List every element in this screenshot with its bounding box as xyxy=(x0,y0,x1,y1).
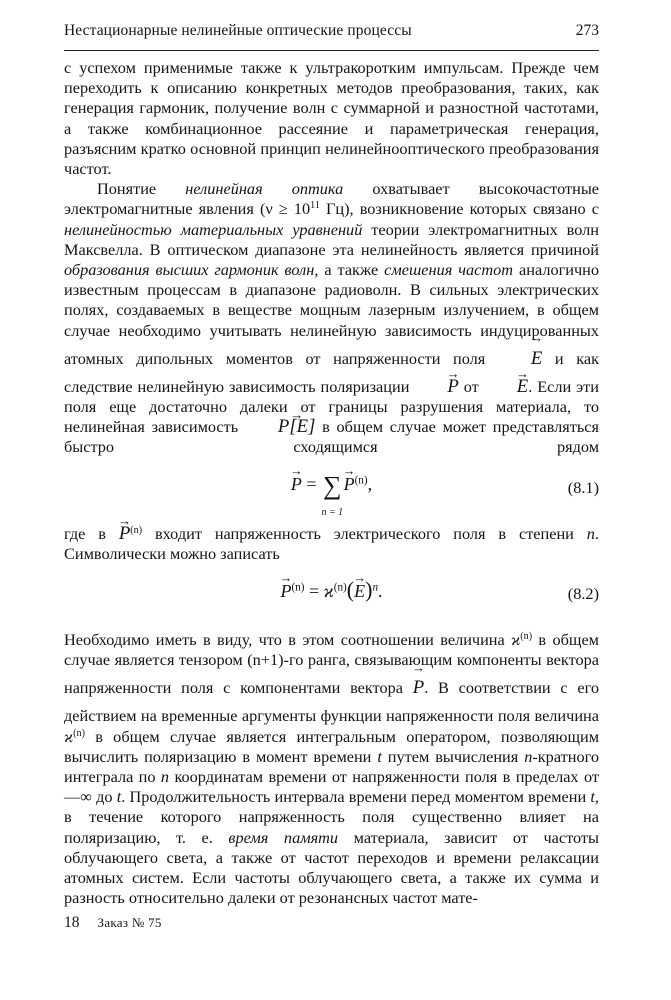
equation-8-1: → P = ∑ n = 1 → $P^{(n)}$, (8.1) xyxy=(64,458,599,524)
running-title: Нестационарные нелинейные оптические процессы xyxy=(64,22,412,39)
text-body xyxy=(64,58,599,909)
vector-e: → E xyxy=(498,341,542,377)
paragraph-4: Необходимо иметь в виду, что в этом соотношении величина $ϰ^{(n)}$ в общем случае является тензором (n+1)-го ранга, связывающим компоненты вектора напряженности поля с компонентами вектора → P. В соответствии с его действием на временные аргументы функции напряженности поля величина $ϰ^{(n)}$ в общем случае является интегральным оператором, позволяющим вычислить поляризацию в момент времени t путем вычисления n-кратного интеграла по n координатам времени от напряженности поля в пределах от —∞ до t. Продолжительность интервала времени перед моментом времени t, в течение которого напряженность поля существенно влияет на поляризацию, т. е. время памяти материала, зависит от частоты облучающего света, а также от частот переходов и времени релаксации атомных систем. Если частоты облучающего света, а также их сумма и разность относительно далеки от резонансных частот мате- xyxy=(64,630,599,908)
eq1-rhs: → P xyxy=(344,474,355,494)
equation-number: (8.2) xyxy=(567,584,599,604)
paragraph-2: Понятие нелинейная оптика охватывает высокочастотные электромагнитные явления ($\nu \ge 10^{11}$ Гц), возникновение которых связано с нелинейностью материальных уравнений теории электромагнитных волн Максвелла. В оптическом диапазоне эта нелинейность является причиной образования высших гармоник волн, а также смешения частот аналогично известным процессам в диапазоне радиоволн. В сильных электрических полях, создаваемых в веществе мощным лазерным излучением, в общем случае необходимо учитывать нелинейную зависимость индуцированных атомных дипольных моментов от напряженности поля → E и как следствие нелинейную зависимость поляризации → P от → E. Если эти поля еще достаточно далеки от границы разрушения материала, то нелинейная зависимость → P[E] в общем случае может представляться быстро сходящимся рядом xyxy=(64,179,599,457)
vector-e: → E xyxy=(484,377,528,397)
eq1-lhs: → P xyxy=(291,474,302,494)
eq2-lhs: → P xyxy=(280,581,291,601)
sum-lower-limit: n = 1 xyxy=(321,506,344,518)
vector-p-of-e: → P[E] xyxy=(245,417,315,437)
vector-p: → P xyxy=(414,377,458,397)
term-harmonics: образования высших гармоник волн xyxy=(64,260,315,280)
term-nonlinear-optics: нелинейная оптика xyxy=(185,179,344,199)
vector-p: → P xyxy=(413,670,424,706)
paragraph-3: где $в \to P^{(n)}$ входит напряженность электрического поля в степени n. Символически можно записать xyxy=(64,524,599,564)
paragraph-1: с успехом применимые также к ультракоротким импульсам. Прежде чем переходить к описанию конкретных методов преобразования, таких, как генерация гармоник, получение волн с суммарной и разностной частотами, а также комбинационное рассеяние и параметрическая генерация, разъясним кратко основной принцип нелинейнооптического преобразования частот. xyxy=(64,58,599,179)
term-frequency-mixing: смешения частот xyxy=(384,260,514,280)
signature-mark: 18 xyxy=(64,914,80,931)
kappa-symbol: ϰ xyxy=(323,581,334,602)
vector-p-n: → P xyxy=(119,524,130,544)
summation-sign: ∑ n = 1 xyxy=(323,476,342,496)
print-order: Заказ № 75 xyxy=(97,915,162,930)
page-number: 273 xyxy=(575,22,599,39)
equation-number: (8.1) xyxy=(567,477,599,497)
equation-8-2: → $P^{(n)} = ϰ^{(n)}(\to E)^n$. (8.2) xyxy=(64,564,599,630)
signature-line xyxy=(64,914,599,932)
term-nonlinearity: нелинейностью материальных уравнений xyxy=(64,219,363,239)
term-memory-time: время памяти xyxy=(228,827,339,847)
running-header xyxy=(64,22,599,51)
eq2-field: → E xyxy=(354,581,365,601)
